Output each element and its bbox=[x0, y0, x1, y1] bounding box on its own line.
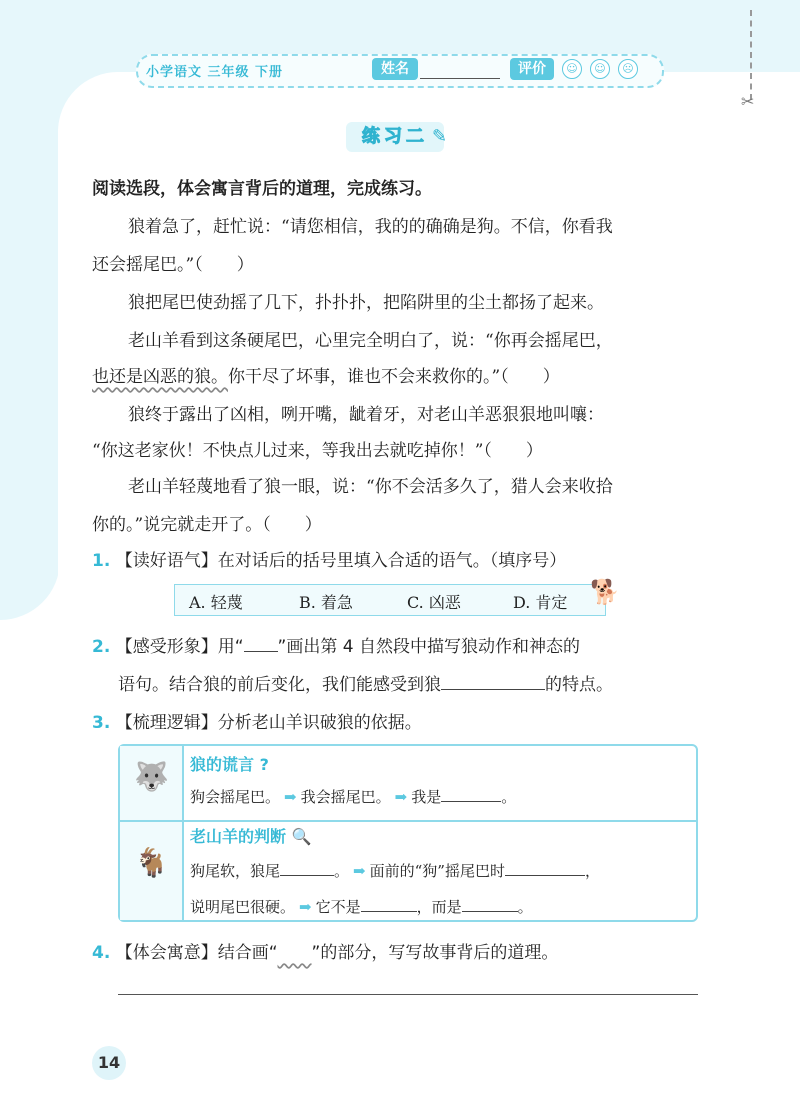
question-text: 在对话后的括号里填入合适的语气。（填序号） bbox=[217, 551, 567, 571]
goat-judgment-heading bbox=[190, 824, 312, 847]
option-a: A. 轻蔑 bbox=[189, 593, 243, 612]
passage-text: 你干尽了坏事，谁也不会来救你的。”（ ） bbox=[228, 367, 560, 387]
question-text: 结合画“ bbox=[217, 943, 278, 963]
table-row bbox=[190, 860, 600, 881]
options-box bbox=[174, 584, 606, 616]
question-text: ”画出第 4 自然段中描写狼动作和神态的 bbox=[277, 637, 580, 657]
name-field[interactable] bbox=[420, 78, 500, 79]
passage-line: 狼终于露出了凶相，咧开嘴，龇着牙，对老山羊恶狠狠地叫嚷： bbox=[128, 405, 604, 425]
dog-icon: 🐕 bbox=[590, 578, 620, 606]
header-subject: 小学语文 三年级 下册 bbox=[146, 65, 284, 80]
table-divider bbox=[120, 820, 696, 822]
name-label: 姓名 bbox=[372, 58, 418, 80]
neutral-face-icon[interactable]: ☺ bbox=[590, 59, 610, 79]
smile-face-icon[interactable]: ☺ bbox=[562, 59, 582, 79]
question-number: 3. bbox=[92, 713, 111, 733]
arrow-icon: ➡ bbox=[394, 788, 408, 806]
question-1 bbox=[92, 546, 566, 571]
answer-blank[interactable] bbox=[462, 911, 518, 912]
passage-line: 你的。”说完就走开了。（ ） bbox=[92, 515, 322, 535]
eval-label: 评价 bbox=[510, 58, 554, 80]
cell-text: 说明尾巴很硬。 bbox=[190, 898, 296, 916]
question-tag: 【感受形象】 bbox=[115, 637, 218, 657]
passage-line: “你这老家伙！不快点儿过来，等我出去就吃掉你！”（ ） bbox=[92, 441, 543, 461]
answer-blank[interactable] bbox=[441, 801, 501, 802]
cut-line bbox=[750, 10, 752, 100]
question-text: 用“ bbox=[217, 637, 244, 657]
table-row bbox=[190, 786, 516, 807]
cell-text: 。 bbox=[501, 788, 517, 806]
goat-icon: 🐐 bbox=[134, 846, 169, 879]
page-background-left bbox=[0, 0, 60, 620]
option-c: C. 凶恶 bbox=[407, 593, 461, 612]
pencil-icon: ✎ bbox=[432, 126, 448, 147]
underline-sample bbox=[244, 651, 278, 652]
cell-text: 狗会摇尾巴。 bbox=[190, 788, 281, 806]
cell-text: 它不是 bbox=[315, 898, 361, 916]
passage-line-group bbox=[92, 362, 560, 387]
cell-text: ，而是 bbox=[416, 898, 462, 916]
arrow-icon: ➡ bbox=[299, 898, 312, 916]
table-row bbox=[190, 896, 533, 917]
question-2-cont bbox=[118, 670, 613, 695]
question-2 bbox=[92, 632, 580, 657]
answer-line[interactable] bbox=[118, 994, 698, 995]
question-tag: 【体会寓意】 bbox=[115, 943, 218, 963]
page-title: 练习二 bbox=[346, 122, 444, 152]
sad-face-icon[interactable]: ☹ bbox=[618, 59, 638, 79]
answer-blank[interactable] bbox=[505, 875, 585, 876]
cell-text: 。 bbox=[517, 898, 533, 916]
question-4 bbox=[92, 938, 558, 963]
cell-text: 狗尾软，狼尾 bbox=[190, 862, 281, 880]
arrow-icon: ➡ bbox=[284, 788, 297, 806]
analysis-table bbox=[118, 744, 698, 922]
wavy-sample bbox=[278, 943, 312, 963]
wolf-icon: 🐺 bbox=[134, 760, 169, 793]
answer-blank[interactable] bbox=[441, 689, 545, 690]
option-d: D. 肯定 bbox=[513, 593, 568, 612]
question-text: 语句。结合狼的前后变化，我们能感受到狼 bbox=[118, 675, 441, 695]
cell-text: 。 bbox=[334, 862, 350, 880]
question-mark-icon: ? bbox=[259, 755, 269, 774]
wavy-underlined-text: 也还是凶恶的狼。 bbox=[92, 367, 228, 387]
question-text: ”的部分，写写故事背后的道理。 bbox=[311, 943, 559, 963]
cell-text: 面前的“狗”摇尾巴时 bbox=[369, 862, 505, 880]
instruction: 阅读选段，体会寓言背后的道理，完成练习。 bbox=[92, 179, 432, 199]
answer-blank[interactable] bbox=[361, 911, 417, 912]
cell-text: 我是 bbox=[411, 788, 442, 806]
question-text: 分析老山羊识破狼的依据。 bbox=[217, 713, 422, 733]
option-b: B. 着急 bbox=[299, 593, 353, 612]
magnifier-icon: 🔍 bbox=[291, 827, 312, 846]
cell-text: 我会摇尾巴。 bbox=[300, 788, 391, 806]
scissors-icon: ✂ bbox=[741, 92, 755, 111]
question-number: 2. bbox=[92, 637, 111, 657]
heading-text: 狼的谎言 bbox=[190, 755, 255, 774]
question-tag: 【读好语气】 bbox=[115, 551, 218, 571]
passage-line: 老山羊看到这条硬尾巴，心里完全明白了，说：“你再会摇尾巴， bbox=[128, 331, 613, 351]
heading-text: 老山羊的判断 bbox=[190, 827, 287, 846]
passage-line: 狼着急了，赶忙说：“请您相信，我的的确确是狗。不信，你看我 bbox=[128, 217, 613, 237]
question-number: 4. bbox=[92, 943, 111, 963]
passage-line: 狼把尾巴使劲摇了几下，扑扑扑，把陷阱里的尘土都扬了起来。 bbox=[128, 293, 604, 313]
question-3 bbox=[92, 708, 422, 733]
passage-line: 老山羊轻蔑地看了狼一眼，说：“你不会活多久了，猎人会来收拾 bbox=[128, 477, 613, 497]
question-text: 的特点。 bbox=[545, 675, 613, 695]
question-number: 1. bbox=[92, 551, 111, 571]
arrow-icon: ➡ bbox=[353, 862, 366, 880]
page-number: 14 bbox=[92, 1046, 126, 1080]
question-tag: 【梳理逻辑】 bbox=[115, 713, 218, 733]
passage-line: 还会摇尾巴。”（ ） bbox=[92, 255, 254, 275]
answer-blank[interactable] bbox=[280, 875, 334, 876]
cell-text: ， bbox=[584, 862, 600, 880]
wolf-lie-heading bbox=[190, 752, 269, 775]
